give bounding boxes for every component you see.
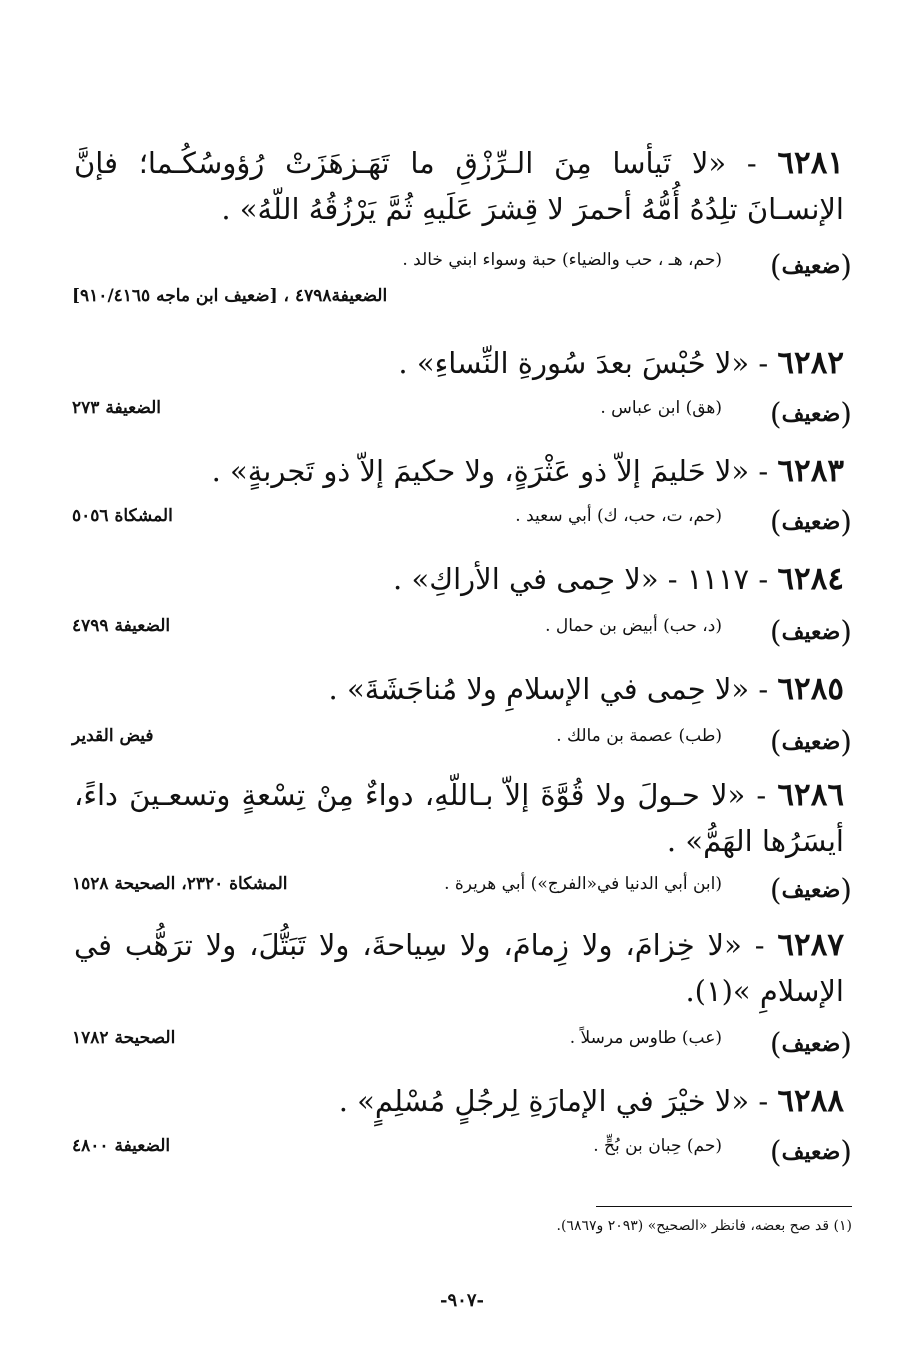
hadith-number: ٦٢٨٤ xyxy=(777,561,844,597)
reference: الضعيفة ٤٨٠٠ xyxy=(72,1136,171,1156)
hadith-text xyxy=(74,666,844,712)
hadith-body: - ١١١٧ - «لا حِمى في الأراكِ» . xyxy=(393,562,778,596)
grade-label: (ضعيف) xyxy=(769,249,852,284)
source-citation: (حم، هـ ، حب والضياء) حبة وسواء ابني خالد . xyxy=(402,250,722,270)
source-citation: (حم، ت، حب، ك) أبي سعيد . xyxy=(515,506,722,526)
hadith-text xyxy=(74,772,844,864)
grade-label: (ضعيف) xyxy=(769,873,852,908)
source-citation: (هق) ابن عباس . xyxy=(600,398,722,418)
footnote: (١) قد صح بعضه، فانظر «الصحيح» (٢٠٩٣ و٦٨٦٧). xyxy=(556,1218,852,1234)
reference: الصحيحة ١٧٨٢ xyxy=(72,1028,176,1048)
hadith-body: - «لا خِزامَ، ولا زِمامَ، ولا سِياحةَ، ولا تَبَتُّلَ، ولا ترَهُّب في الإسلامِ »(١). xyxy=(74,928,844,1008)
hadith-meta xyxy=(72,870,852,912)
hadith-meta xyxy=(72,394,852,436)
grade-label: (ضعيف) xyxy=(769,505,852,540)
source-citation: (عب) طاوس مرسلاً . xyxy=(569,1028,722,1048)
hadith-number: ٦٢٨٥ xyxy=(777,671,844,707)
hadith-body: - «لا حَليمَ إلاّ ذو عَثْرَةٍ، ولا حكيمَ إلاّ ذو تَجربةٍ» . xyxy=(211,454,778,488)
source-citation: (د، حب) أبيض بن حمال . xyxy=(545,616,722,636)
hadith-meta xyxy=(72,722,852,764)
hadith-number: ٦٢٨٦ xyxy=(777,777,844,813)
reference: الضعيفة٤٧٩٨ ، [ضعيف ابن ماجه ٩١٠/٤١٦٥] xyxy=(72,286,388,306)
hadith-number: ٦٢٨١ xyxy=(777,145,844,181)
reference: الضعيفة ٢٧٣ xyxy=(72,398,162,418)
hadith-text xyxy=(74,140,844,232)
grade-label: (ضعيف) xyxy=(769,397,852,432)
source-citation: (حم) حِبان بن بُحٍّ . xyxy=(593,1136,722,1156)
hadith-meta xyxy=(72,502,852,544)
hadith-body: - «لا حُبْسَ بعدَ سُورةِ النِّساءِ» . xyxy=(398,346,778,380)
hadith-number: ٦٢٨٢ xyxy=(777,345,844,381)
hadith-meta xyxy=(72,246,852,288)
hadith-body: - «لا تَيأسا مِنَ الـرِّزْقِ ما تَهَـزهَزَتْ رُؤوسُكُـما؛ فإنَّ الإنسـانَ تلِدُهُ أُمُّهُ أحمرَ لا قِشرَ عَلَيهِ ثُمَّ يَرْزُقُهُ اللّهُ» . xyxy=(74,146,844,226)
reference: المشكاة ٥٠٥٦ xyxy=(72,506,173,526)
hadith-meta xyxy=(72,1024,852,1066)
grade-label: (ضعيف) xyxy=(769,725,852,760)
footnote-divider xyxy=(596,1206,852,1207)
grade-label: (ضعيف) xyxy=(769,1135,852,1170)
hadith-number: ٦٢٨٨ xyxy=(777,1083,844,1119)
reference: فيض القدير xyxy=(72,726,154,746)
grade-label: (ضعيف) xyxy=(769,1027,852,1062)
hadith-text xyxy=(74,922,844,1014)
hadith-meta xyxy=(72,612,852,654)
source-citation: (طب) عصمة بن مالك . xyxy=(556,726,722,746)
hadith-meta xyxy=(72,1132,852,1174)
page-number: -٩٠٧- xyxy=(440,1290,484,1311)
grade-label: (ضعيف) xyxy=(769,615,852,650)
hadith-number: ٦٢٨٣ xyxy=(777,453,844,489)
source-citation: (ابن أبي الدنيا في«الفرج») أبي هريرة . xyxy=(444,874,722,894)
hadith-text xyxy=(74,340,844,386)
reference: المشكاة ٢٣٢٠، الصحيحة ١٥٢٨ xyxy=(72,874,288,894)
hadith-body: - «لا خيْرَ في الإمارَةِ لِرجُلٍ مُسْلِمٍ» . xyxy=(338,1084,778,1118)
hadith-body: - «لا حـولَ ولا قُوَّةَ إلاّ بـاللّهِ، دواءٌ مِنْ تِسْعةٍ وتسعـينَ داءً، أيسَرُها الهَمُّ» . xyxy=(74,778,844,858)
hadith-body: - «لا حِمى في الإسلامِ ولا مُناجَشَةَ» . xyxy=(328,672,778,706)
reference: الضعيفة ٤٧٩٩ xyxy=(72,616,171,636)
hadith-text xyxy=(74,1078,844,1124)
hadith-text xyxy=(74,556,844,602)
hadith-text xyxy=(74,448,844,494)
hadith-number: ٦٢٨٧ xyxy=(777,927,844,963)
